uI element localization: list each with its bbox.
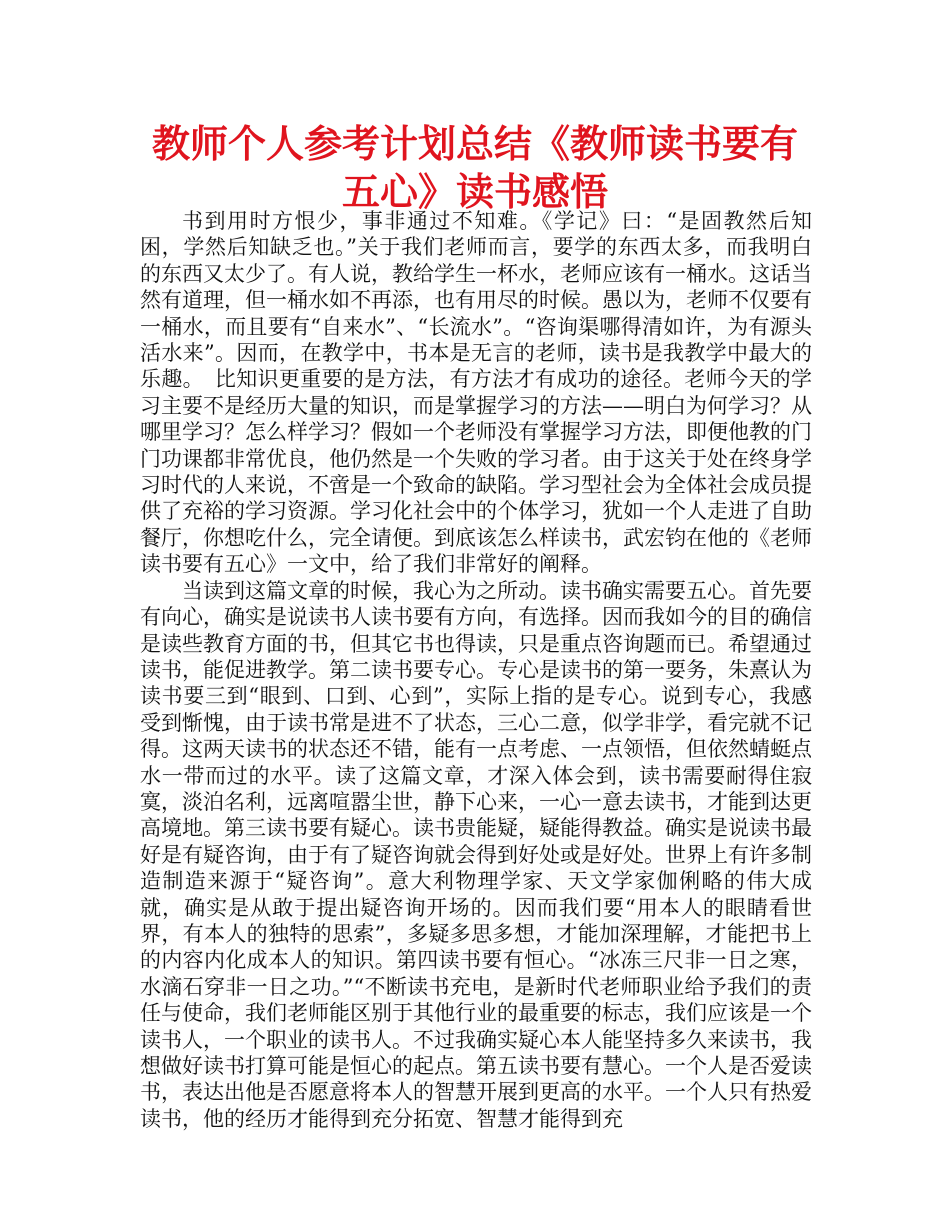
body-paragraph-2: 当读到这篇文章的时候，我心为之所动。读书确实需要五心。首先要有向心，确实是说读书人读书要有方向，有选择。因而我如今的目的确信是读些教育方面的书，但其它书也得读，只是重点咨询题而已。希望通过读书，能促进教学。第二读书要专心。专心是读书的第一要务，朱熹认为读书要三到“眼到、口到、心到”，实际上指的是专心。说到专心，我感受到惭愧，由于读书常是进不了状态，三心二意，似学非学，看完就不记得。这两天读书的状态还不错，能有一点考虑、一点领悟，但依然蜻蜓点水一带而过的水平。读了这篇文章，才深入体会到，读书需要耐得住寂寞，淡泊名利，远离喧嚣尘世，静下心来，一心一意去读书，才能到达更高境地。第三读书要有疑心。读书贵能疑，疑能得教益。确实是说读书最好是有疑咨询，由于有了疑咨询就会得到好处或是好处。世界上有许多制造制造来源于“疑咨询”。意大利物理学家、天文学家伽俐略的伟大成就，确实是从敢于提出疑咨询开场的。因而我们要“用本人的眼睛看世界，有本人的独特的思索”，多疑多思多想，才能加深理解，才能把书上的内容内化成本人的知识。第四读书要有恒心。“冰冻三尺非一日之寒，水滴石穿非一日之功。”“不断读书充电，是新时代老师职业给予我们的责任与使命，我们老师能区别于其他行业的最重要的标志，我们应该是一个读书人，一个职业的读书人。不过我确实疑心本人能坚持多久来读书，我想做好读书打算可能是恒心的起点。第五读书要有慧心。一个人是否爱读书，表达出他是否愿意将本人的智慧开展到更高的水平。一个人只有热爱读书，他的经历才能得到充分拓宽、智慧才能得到充 [140, 578, 812, 1131]
document-body [140, 208, 812, 1132]
document-title: 教师个人参考计划总结《教师读书要有五心》读书感悟 [151, 122, 798, 214]
body-paragraph-1: 书到用时方恨少，事非通过不知难。《学记》曰：“是固教然后知困，学然后知缺乏也。”关于我们老师而言，要学的东西太多，而我明白的东西又太少了。有人说，教给学生一杯水，老师应该有一桶水。这话当然有道理，但一桶水如不再添，也有用尽的时候。愚以为，老师不仅要有一桶水，而且要有“自来水”、“长流水”。“咨询渠哪得清如许，为有源头活水来”。因而，在教学中，书本是无言的老师，读书是我教学中最大的乐趣。 比知识更重要的是方法，有方法才有成功的途径。老师今天的学习主要不是经历大量的知识，而是掌握学习的方法——明白为何学习？从哪里学习？怎么样学习？假如一个老师没有掌握学习方法，即便他教的门门功课都非常优良，他仍然是一个失败的学习者。由于这关于处在终身学习时代的人来说，不啻是一个致命的缺陷。学习型社会为全体社会成员提供了充裕的学习资源。学习化社会中的个体学习，犹如一个人走进了自助餐厅，你想吃什么，完全请便。到底该怎么样读书，武宏钧在他的《老师读书要有五心》一文中，给了我们非常好的阐释。 [140, 209, 812, 577]
